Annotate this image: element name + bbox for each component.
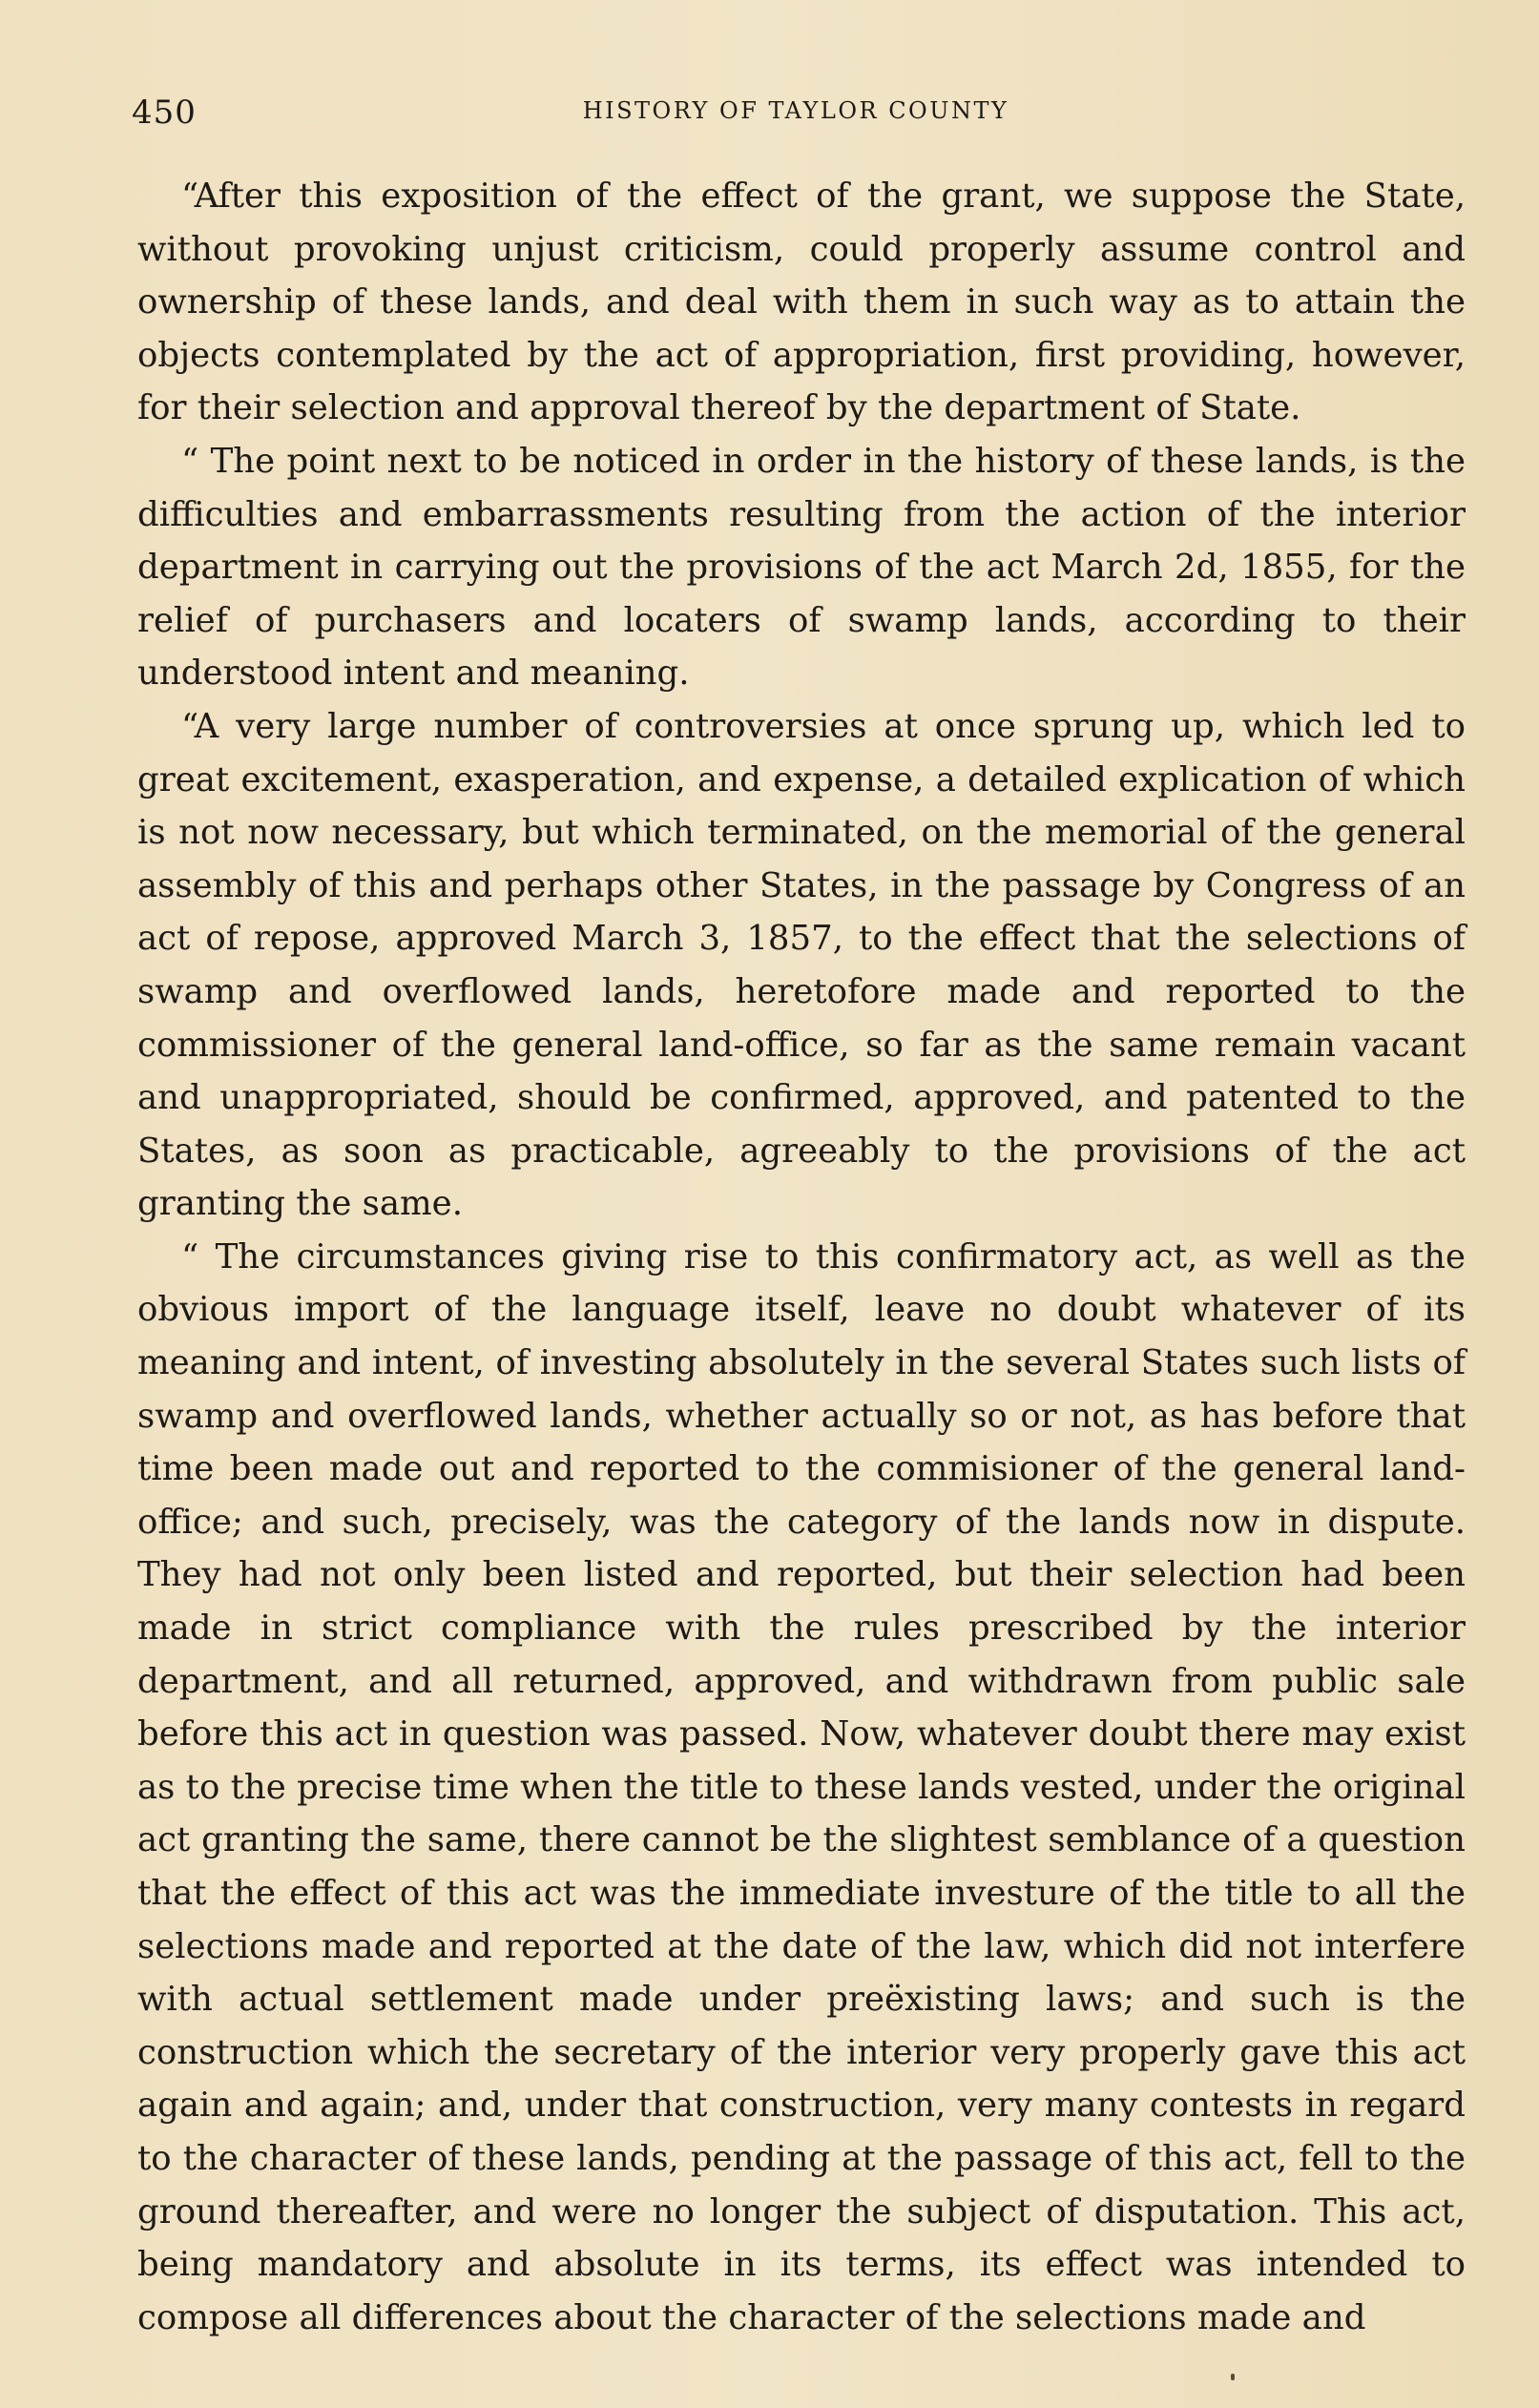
paragraph: “ The circumstances giving rise to this confirmatory act, as well as the obvious import of the language itself, leave no doubt whatever of its meaning and intent, of investing absolutely in the several States such lists of swamp and overflowed lands, whether actually so or not, as has before that time been made out and reported to the commisioner of the general land-office; and such, precisely, was the category of the lands now in dispute. They had not only been listed and reported, but their selection had been made in strict compliance with the rules prescribed by the interior department, and all returned, approved, and withdrawn from public sale before this act in question was passed. Now, whatever doubt there may exist as to the precise time when the title to these lands vested, under the original act granting the same, there cannot be the slightest semblance of a question that the effect of this act was the immediate investure of the title to all the selections made and reported at the date of the law, which did not interfere with actual settlement made under preëxisting laws; and such is the construction which the secretary of the interior very properly gave this act again and again; and, under that construction, very many contests in regard to the character of these lands, pending at the passage of this act, fell to the ground thereafter, and were no longer the subject of disputation. This act, being mandatory and absolute in its terms, its effect was intended to compose all differences about the character of the selections made and bbox=[137, 1236, 1466, 2337]
paragraph: “A very large number of controversies at once sprung up, which led to great excitement, exasperation, and expense, a detailed explication of which is not now necessary, but which terminated, on the memorial of the general assembly of this and perhaps other States, in the passage by Congress of an act of repose, approved March 3, 1857, to the effect that the selections of swamp and overflowed lands, heretofore made and reported to the commissioner of the general land-office, so far as the same remain vacant and unappropriated, should be confirmed, approved, and patented to the States, as soon as practicable, agreeably to the provisions of the act granting the same. bbox=[137, 706, 1466, 1224]
body-text bbox=[137, 170, 1466, 2344]
ink-speck bbox=[1231, 2374, 1235, 2380]
running-head: HISTORY OF TAYLOR COUNTY bbox=[582, 97, 1009, 124]
page-number: 450 bbox=[132, 93, 197, 132]
paragraph: “After this exposition of the effect of the grant, we suppose the State, without provoking unjust criticism, could properly assume control and ownership of these lands, and deal with them in such way as to attain the objects contemplated by the act of appropriation, first providing, however, for their selection and approval thereof by the department of State. bbox=[137, 176, 1466, 428]
paragraph: “ The point next to be noticed in order in the history of these lands, is the difficulties and embarrassments resulting from the action of the interior department in carrying out the provisions of the act March 2d, 1855, for the relief of purchasers and locaters of swamp lands, according to their understood intent and meaning. bbox=[137, 441, 1466, 694]
